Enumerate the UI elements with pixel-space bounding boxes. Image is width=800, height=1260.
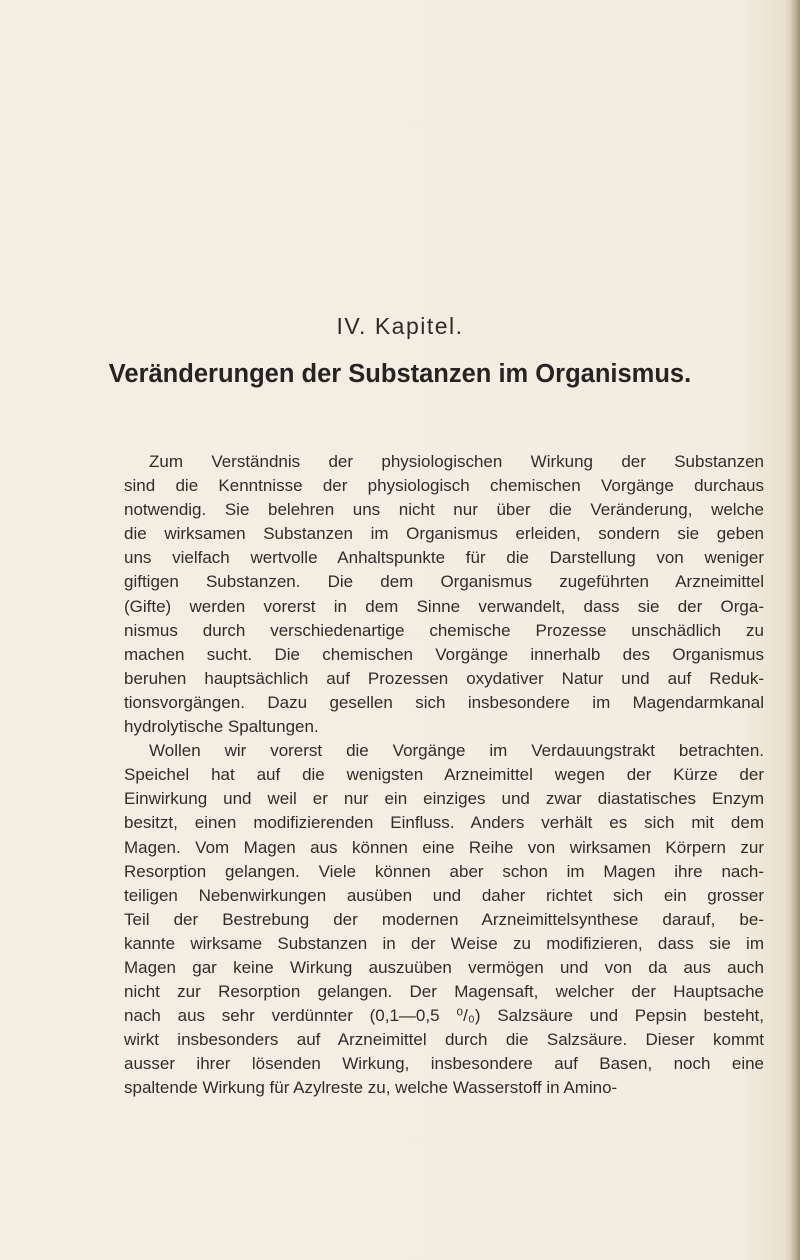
text-line: Resorption gelangen. Viele können aber schon im Magen ihre nach- [124,861,764,881]
text-line: uns vielfach wertvolle Anhaltspunkte für die Darstellung von weniger [124,548,764,568]
text-line: teiligen Nebenwirkungen ausüben und daher richtet sich ein grosser [124,885,764,905]
text-line: Wollen wir vorerst die Vorgänge im Verdauungstrakt betrachten. [149,741,764,761]
text-line: Teil der Bestrebung der modernen Arzneimittelsynthese darauf, be- [124,909,764,929]
text-line: Zum Verständnis der physiologischen Wirkung der Substanzen [149,452,764,471]
body-text [124,450,764,1101]
text-line: tionsvorgängen. Dazu gesellen sich insbesondere im Magendarmkanal [124,692,764,712]
text-line: wirkt insbesonders auf Arzneimittel durch die Salzsäure. Dieser kommt [124,1030,764,1050]
text-line: Einwirkung und weil er nur ein einziges und zwar diastatisches Enzym [124,789,764,809]
text-line: (Gifte) werden vorerst in dem Sinne verwandelt, dass sie der Orga- [124,596,764,616]
text-line: giftigen Substanzen. Die dem Organismus zugeführten Arzneimittel [124,572,764,592]
text-line: kannte wirksame Substanzen in der Weise zu modifizieren, dass sie im [124,933,764,953]
page-edge-shadow [790,0,800,1260]
text-line: hydrolytische Spaltungen. [124,717,319,737]
text-line: Magen gar keine Wirkung auszuüben vermögen und von da aus auch [124,957,764,977]
text-line: nach aus sehr verdünnter (0,1—0,5 ⁰/₀) Salzsäure und Pepsin besteht, [124,1006,764,1026]
text-line: nismus durch verschiedenartige chemische Prozesse unschädlich zu [124,620,764,640]
text-line: die wirksamen Substanzen im Organismus erleiden, sondern sie geben [124,524,764,544]
text-line: spaltende Wirkung für Azylreste zu, welche Wasserstoff in Amino- [124,1078,618,1098]
text-line: notwendig. Sie belehren uns nicht nur über die Veränderung, welche [124,500,764,520]
chapter-heading: IV. Kapitel. [336,313,464,339]
text-line: nicht zur Resorption gelangen. Der Magensaft, welcher der Hauptsache [124,982,764,1002]
text-line: besitzt, einen modifizierenden Einfluss. Anders verhält es sich mit dem [124,813,764,833]
text-line: Magen. Vom Magen aus können eine Reihe von wirksamen Körpern zur [124,837,764,857]
text-line: machen sucht. Die chemischen Vorgänge innerhalb des Organismus [124,644,764,664]
text-line: sind die Kenntnisse der physiologisch chemischen Vorgänge durchaus [124,476,764,496]
text-line: Speichel hat auf die wenigsten Arzneimittel wegen der Kürze der [124,765,764,785]
text-line: beruhen hauptsächlich auf Prozessen oxydativer Natur und auf Reduk- [124,668,764,688]
text-line: ausser ihrer lösenden Wirkung, insbesondere auf Basen, noch eine [124,1054,764,1074]
chapter-title: Veränderungen der Substanzen im Organismus. [108,360,692,388]
